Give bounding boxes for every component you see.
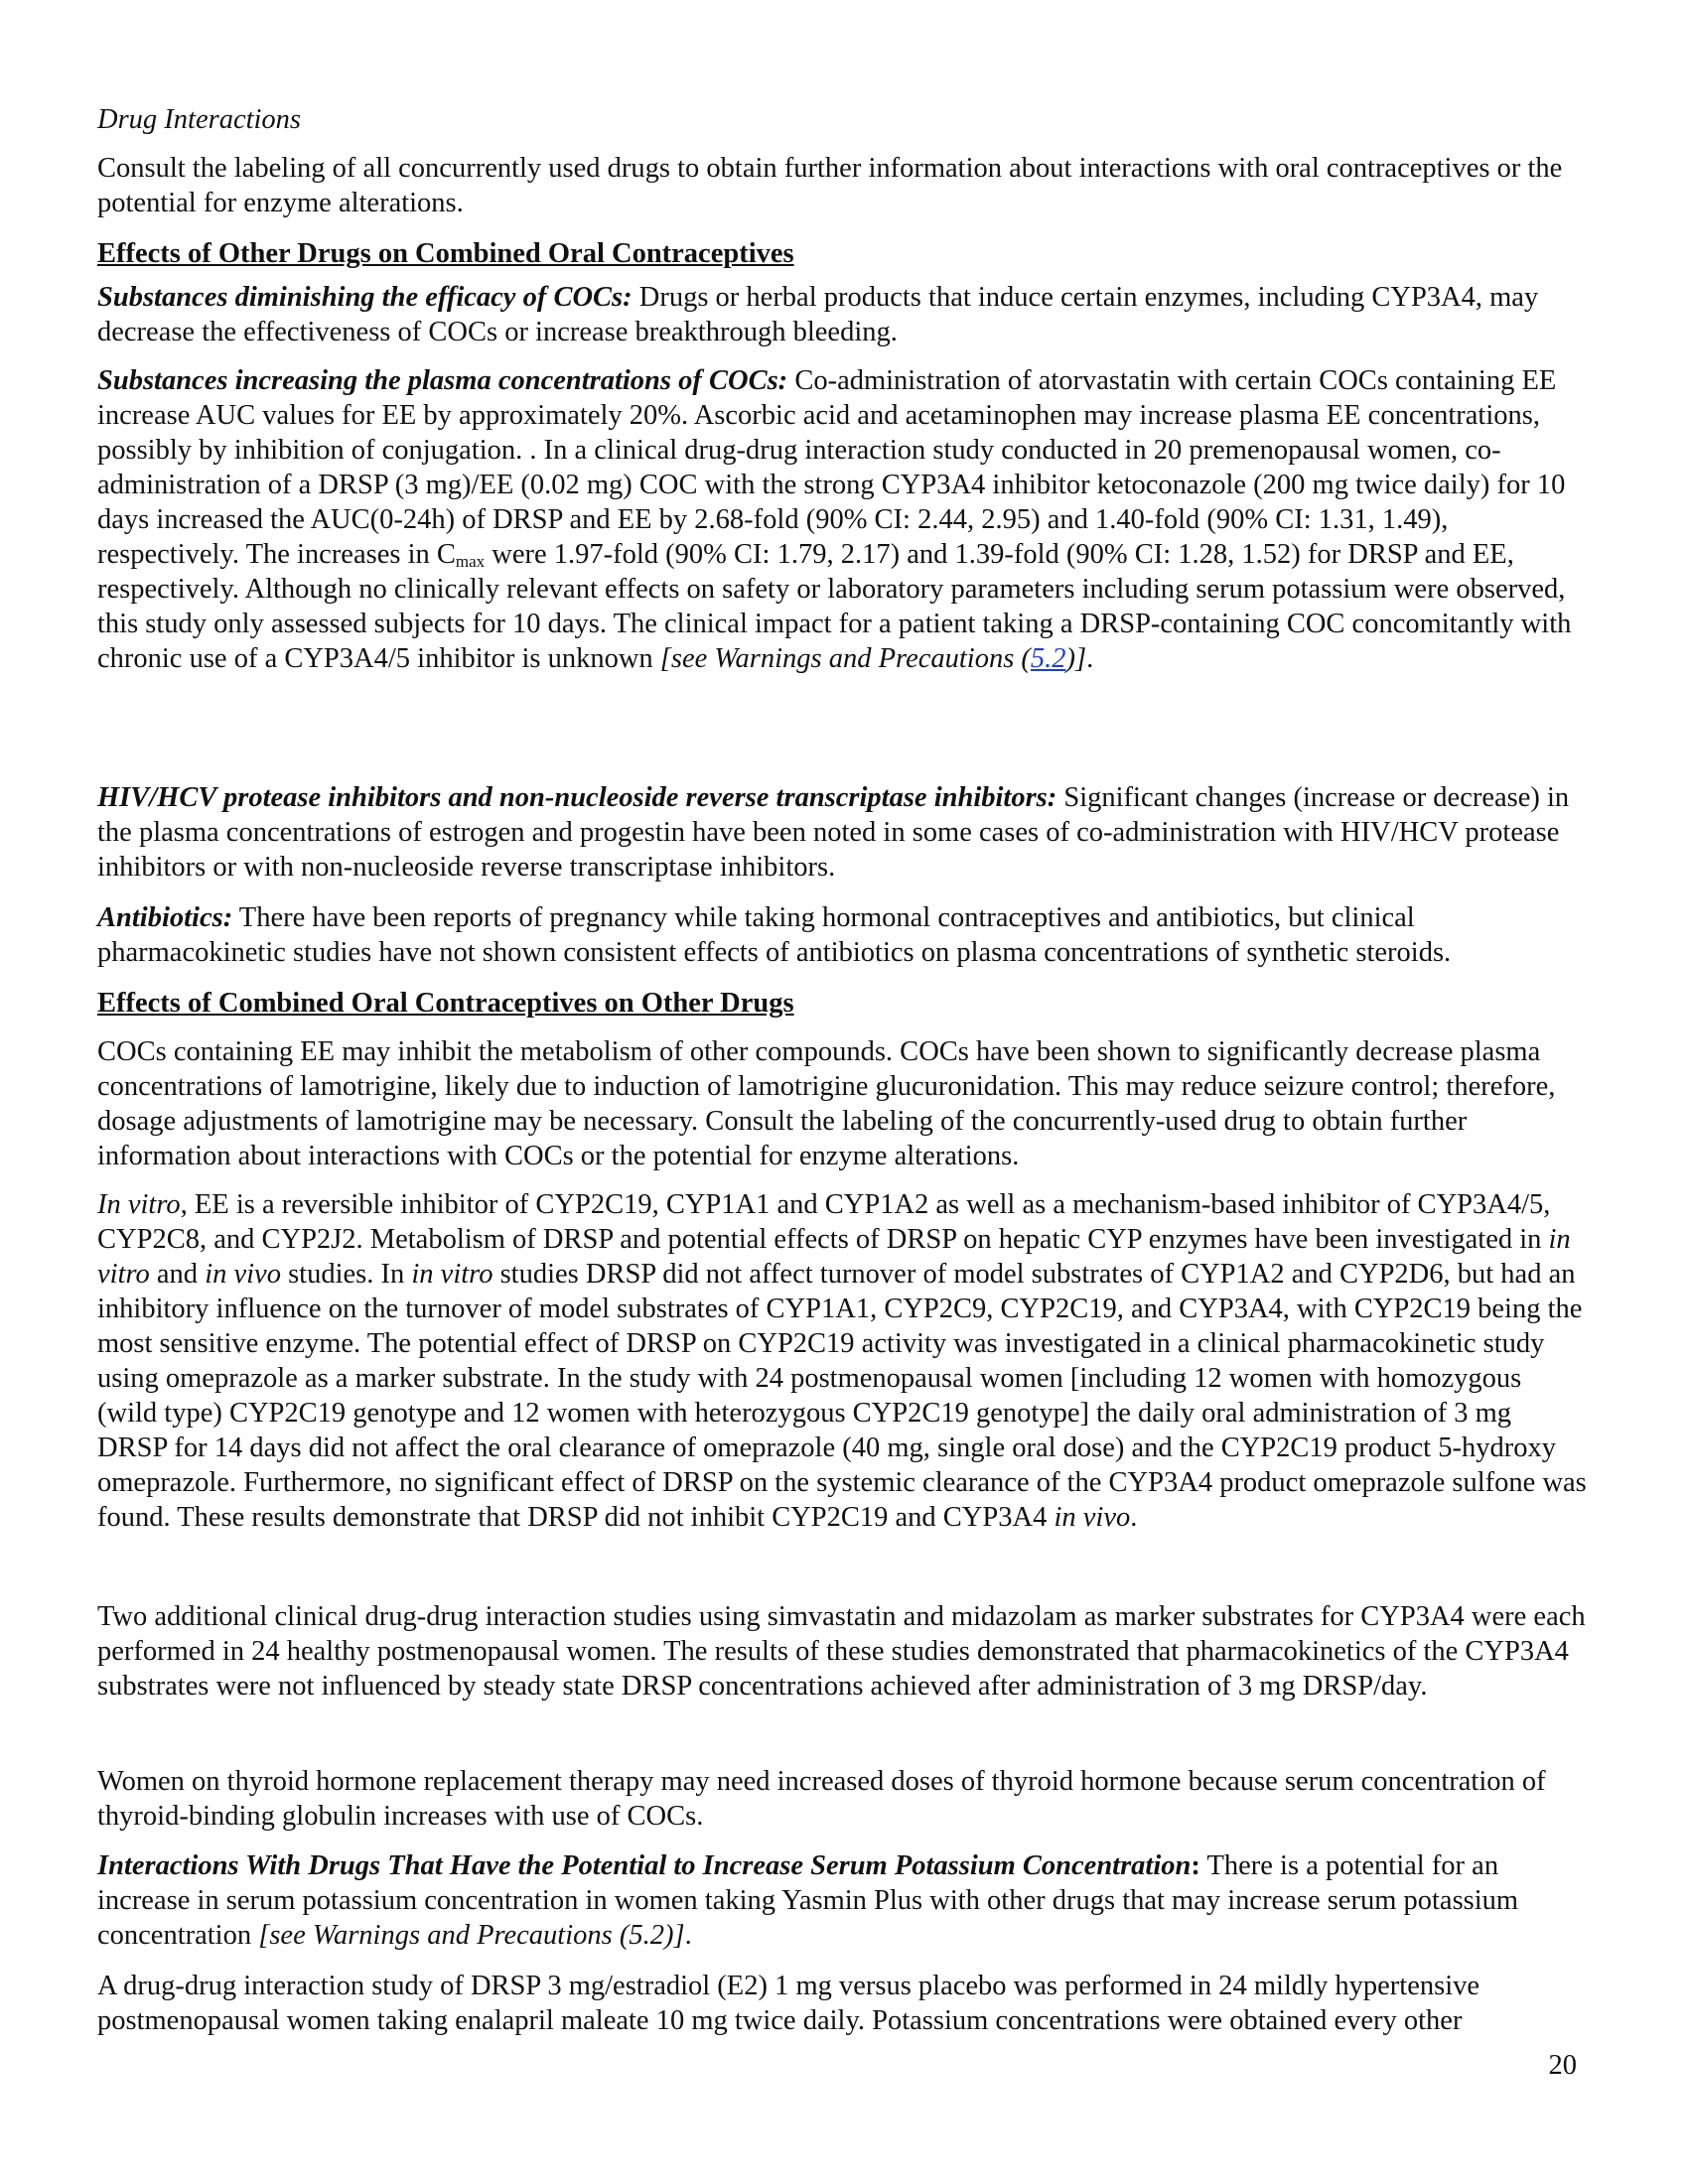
ref-link-5-2[interactable]: 5.2 — [1030, 643, 1066, 674]
invitro-t5: . — [1130, 1502, 1138, 1533]
invitro-t3: studies. In — [280, 1259, 412, 1290]
invitro-i1: In vitro — [97, 1189, 181, 1220]
potassium-end: . — [684, 1920, 692, 1951]
paragraph-enalapril: A drug-drug interaction study of DRSP 3 mg/estradiol (E2) 1 mg versus placebo was performed in 24 mildly hypertensive postmenopausal women taking enalapril maleate 10 mg twice daily. Potassium concentrations were obtained every other — [97, 1971, 1480, 2036]
invitro-i5: in vivo — [1054, 1502, 1131, 1533]
paragraph-lamotrigine: COCs containing EE may inhibit the metabolism of other compounds. COCs have been shown to significantly decrease plasma concentrations of lamotrigine, likely due to induction of lamotrigine glucuronidation. This may reduce seizure control; therefore, dosage adjustments of lamotrigine may be necessary. Consult the labeling of the concurrently-used drug to obtain further information about interactions with COCs or the potential for enzyme alterations. — [97, 1036, 1556, 1171]
invitro-t4: studies DRSP did not affect turnover of model substrates of CYP1A2 and CYP2D6, but had an inhibitory influence on the turnover of model substrates of CYP1A1, CYP2C9, CYP2C19, and CYP3A4, with CYP2C19 being the most sensitive enzyme. The potential effect of DRSP on CYP2C19 activity was investigated in a clinical pharmacokinetic study using omeprazole as a marker substrate. In the study with 24 postmenopausal women [including 12 women with homozygous (wild type) CYP2C19 genotype and 12 women with heterozygous CYP2C19 genotype] the daily oral administration of 3 mg DRSP for 14 days did not affect the oral clearance of omeprazole (40 mg, single oral dose) and the CYP2C19 product 5-hydroxy omeprazole. Furthermore, no significant effect of DRSP on the systemic clearance of the CYP3A4 product omeprazole sulfone was found. These results demonstrate that DRSP did not inhibit CYP2C19 and CYP3A4 — [97, 1259, 1587, 1533]
text-hiv: Significant changes (increase or decrease) in the plasma concentrations of estrogen and progestin have been noted in some cases of co-administration with HIV/HCV protease inhibitors or with non-nucleoside reverse transcriptase inhibitors. — [97, 782, 1570, 883]
invitro-t2: and — [149, 1259, 206, 1290]
paragraph-hiv — [97, 780, 1587, 885]
text-potassium: There is a potential for an increase in serum potassium concentration in women taking Yasmin Plus with other drugs that may increase serum potassium concentration — [97, 1850, 1519, 1951]
paragraph-simvastatin: Two additional clinical drug-drug interaction studies using simvastatin and midazolam as marker substrates for CYP3A4 were each performed in 24 healthy postmenopausal women. The results of these studies demonstrated that pharmacokinetics of the CYP3A4 substrates were not influenced by steady state DRSP concentrations achieved after administration of 3 mg DRSP/day. — [97, 1601, 1586, 1702]
invitro-i4: in vitro — [411, 1259, 493, 1290]
cmax-subscript: max — [455, 552, 486, 571]
paragraph-increasing — [97, 363, 1587, 676]
text-increasing-1: Co-administration of atorvastatin with certain COCs containing EE increase AUC values for EE by approximately 20%. Ascorbic acid and acetaminophen may increase plasma EE concentrations, possibly by inhibition of conjugation. . In a clinical drug-drug interaction study conducted in 20 premenopausal women, co-administration of a DRSP (3 mg)/EE (0.02 mg) COC with the strong CYP3A4 inhibitor ketoconazole (200 mg twice daily) for 10 days increased the AUC(0-24h) of DRSP and EE by 2.68-fold (90% CI: 2.44, 2.95) and 1.40-fold (90% CI: 1.31, 1.49), respectively. The increases in C — [97, 365, 1566, 570]
ref-after: )] — [1065, 643, 1087, 674]
heading-coc-effects: Effects of Combined Oral Contraceptives on Other Drugs — [97, 988, 794, 1019]
page-number: 20 — [1548, 2050, 1577, 2081]
ref-before: [see Warnings and Precautions ( — [659, 643, 1031, 674]
invitro-t1: , EE is a reversible inhibitor of CYP2C19, CYP1A1 and CYP1A2 as well as a mechanism-based inhibitor of CYP3A4/5, CYP2C8, and CYP2J2. Metabolism of DRSP and potential effects of DRSP on hepatic CYP enzymes have been investigated in — [97, 1189, 1551, 1255]
text-diminishing: Drugs or herbal products that induce certain enzymes, including CYP3A4, may decrease the effectiveness of COCs or increase breakthrough bleeding. — [97, 282, 1539, 347]
section-title: Drug Interactions — [97, 104, 302, 135]
lead-hiv: HIV/HCV protease inhibitors and non-nucleoside reverse transcriptase inhibitors: — [97, 782, 1057, 813]
paragraph-invitro — [97, 1187, 1587, 1535]
paragraph-antibiotics — [97, 900, 1587, 970]
lead-diminishing: Substances diminishing the efficacy of COCs: — [97, 282, 633, 313]
invitro-i3: in vivo — [205, 1259, 281, 1290]
text-antibiotics: There have been reports of pregnancy while taking hormonal contraceptives and antibiotics, but clinical pharmacokinetic studies have not shown consistent effects of antibiotics on plasma concentrations of synthetic steroids. — [97, 902, 1452, 968]
lead-antibiotics: Antibiotics: — [97, 902, 233, 933]
text-increasing-2: were 1.97-fold (90% CI: 1.79, 2.17) and 1.39-fold (90% CI: 1.28, 1.52) for DRSP and EE, respectively. Although no clinically relevant effects on safety or laboratory parameters including serum potassium were observed, this study only assessed subjects for 10 days. The clinical impact for a patient taking a DRSP-containing COC concomitantly with chronic use of a CYP3A4/5 inhibitor is unknown — [97, 539, 1572, 674]
intro-paragraph: Consult the labeling of all concurrently used drugs to obtain further information about interactions with oral contraceptives or the potential for enzyme alterations. — [97, 153, 1563, 218]
ref-end: . — [1086, 643, 1094, 674]
ref-potassium: [see Warnings and Precautions (5.2)] — [258, 1920, 685, 1951]
paragraph-thyroid: Women on thyroid hormone replacement therapy may need increased doses of thyroid hormone because serum concentration of thyroid-binding globulin increases with use of COCs. — [97, 1766, 1546, 1832]
potassium-colon: : — [1191, 1850, 1200, 1881]
paragraph-potassium — [97, 1848, 1587, 1953]
invitro-i2: in vitro — [97, 1224, 1571, 1290]
lead-potassium: Interactions With Drugs That Have the Potential to Increase Serum Potassium Concentration — [97, 1850, 1192, 1881]
heading-other-drugs: Effects of Other Drugs on Combined Oral Contraceptives — [97, 238, 794, 269]
lead-increasing: Substances increasing the plasma concentrations of COCs: — [97, 365, 788, 396]
paragraph-diminishing — [97, 280, 1587, 349]
